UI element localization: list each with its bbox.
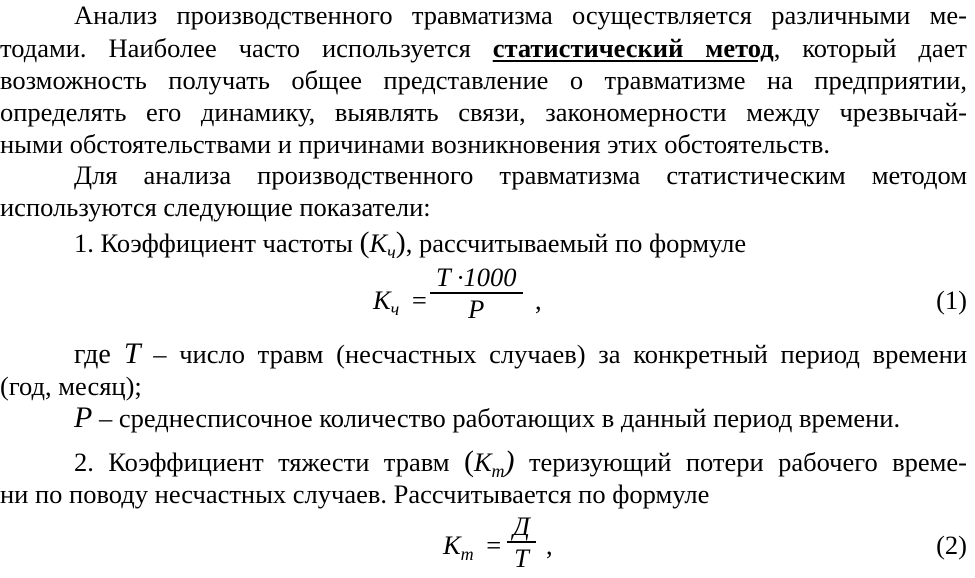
formula-1-comma: , — [535, 285, 542, 315]
equation-number-2: (2) — [936, 530, 967, 560]
paragraph-1-line-3: возможность получать общее представление о травматизме на предприятии, — [0, 65, 967, 95]
where-p-line: P – среднесписочное количество работающих в данный период времени. — [74, 401, 901, 434]
where-t-line: где T – число травм (несчастных случаев) за конкретный период времени — [74, 337, 968, 370]
formula-2-numerator: Д — [513, 511, 530, 541]
paragraph-2-line-2: используются следующие показатели: — [0, 192, 431, 222]
item-2-line-2: ни по поводу несчастных случаев. Рассчитывается по формуле — [0, 479, 710, 509]
formula-1-denominator: P — [468, 293, 485, 324]
paragraph-1-line-1: Анализ производственного травматизма осуществляется различными ме- — [74, 0, 967, 30]
paragraph-1-line-2: тодами. Наиболее часто используется статистический метод, который дает — [0, 33, 967, 63]
formula-2-lhs: $К_m$ = — [443, 530, 502, 564]
paragraph-2-line-1: Для анализа производственного травматизма статистическим методом — [74, 160, 967, 190]
paragraph-1-line-4: определять его динамику, выявлять связи, закономерности между чрезвычай- — [0, 97, 967, 127]
formula-1-lhs: $К_ч$ = — [373, 285, 427, 319]
formula-1-numerator: T ·1000 — [436, 262, 517, 292]
item-2-heading: 2. Коэффициент тяжести травм $(К_m)$ теризующий потери рабочего време- — [74, 445, 967, 481]
formula-2-denominator: T — [514, 542, 529, 573]
equation-number-1: (1) — [936, 285, 967, 315]
item-1-heading: 1. Коэффициент частоты $(К_ч)$, рассчитываемый по формуле — [74, 226, 747, 262]
formula-1-fraction — [430, 262, 523, 324]
paragraph-1-line-5: ными обстоятельствами и причинами возникновения этих обстоятельств. — [0, 129, 830, 159]
formula-2-comma: , — [546, 530, 553, 560]
statistical-method-term: статистический метод — [492, 33, 774, 63]
formula-2-fraction — [507, 511, 536, 573]
where-t-line-2: (год, месяц); — [0, 371, 142, 401]
